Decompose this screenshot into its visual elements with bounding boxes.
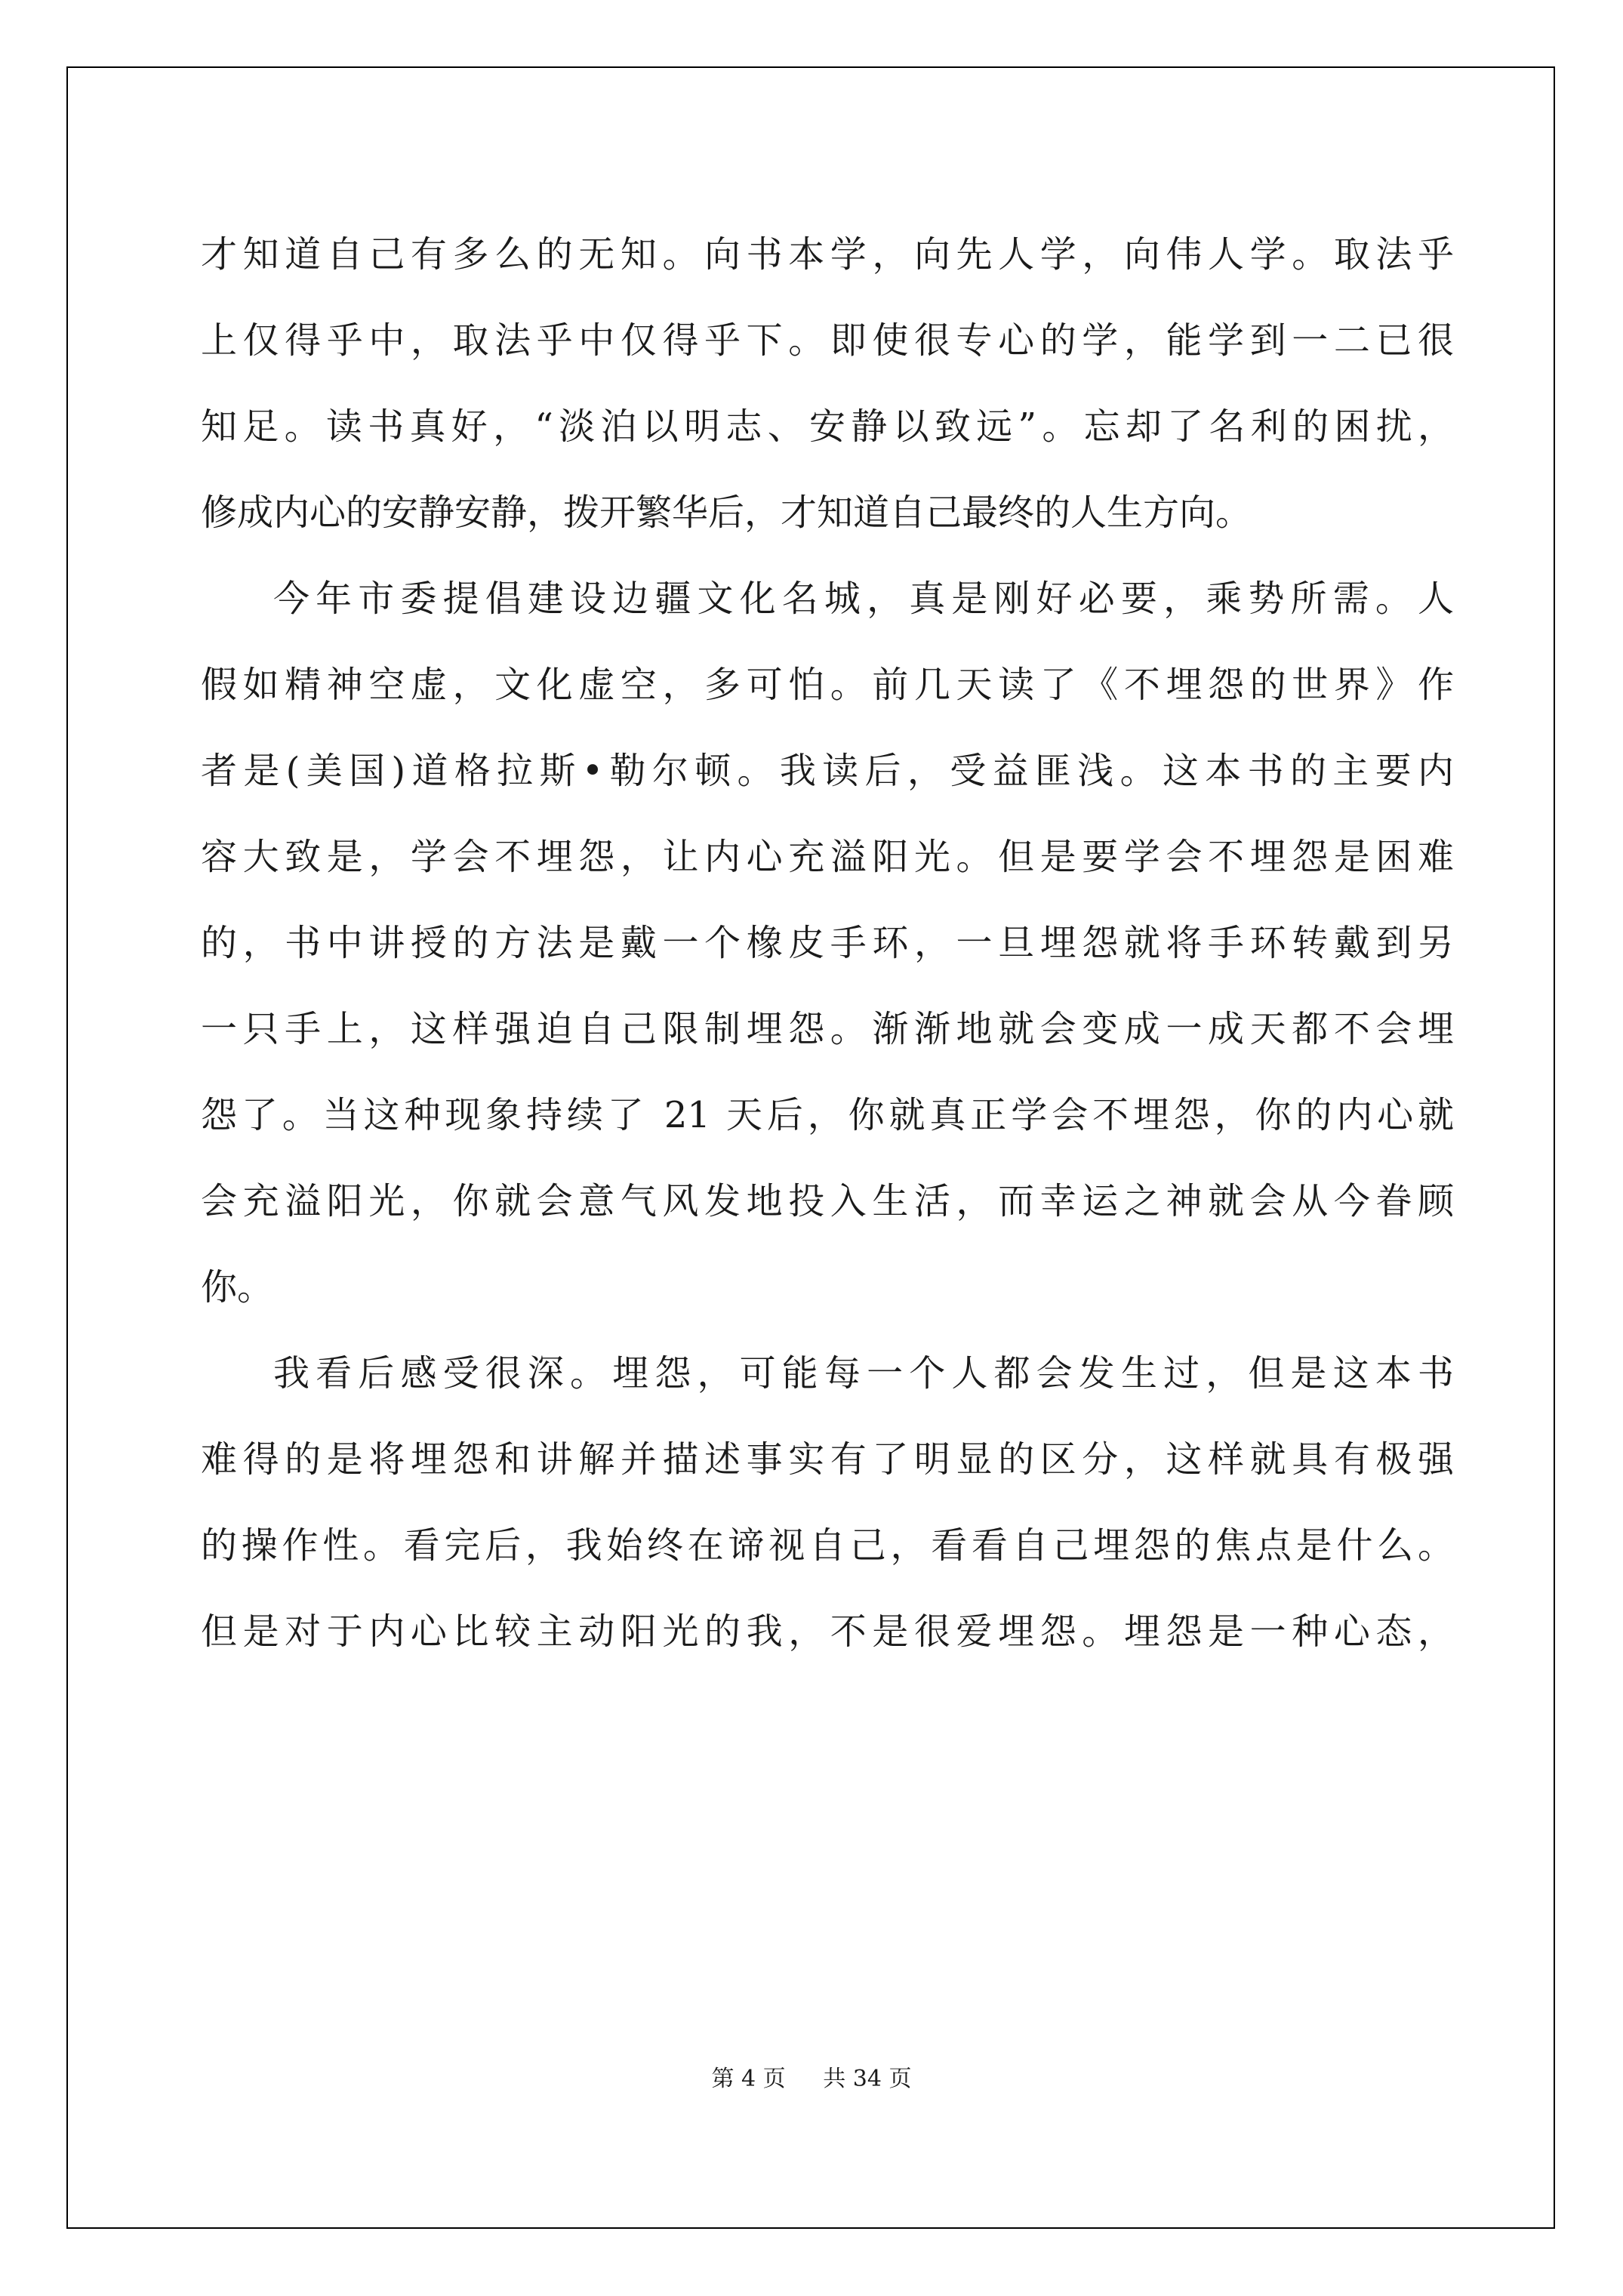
text-line: 会充溢阳光，你就会意气风发地投入生活，而幸运之神就会从今眷顾: [201, 1180, 1454, 1222]
text-line: 我看后感受很深。埋怨，可能每一个人都会发生过，但是这本书: [273, 1352, 1454, 1395]
paragraph-2: [201, 556, 1454, 1330]
text-line: 假如精神空虚，文化虚空，多可怕。前几天读了《不埋怨的世界》作: [201, 664, 1454, 706]
text-line: 上仅得乎中，取法乎中仅得乎下。即使很专心的学，能学到一二已很: [201, 319, 1454, 362]
document-body: [201, 211, 1454, 1675]
page-number: 第 4 页: [711, 2066, 786, 2092]
text-line: 难得的是将埋怨和讲解并描述事实有了明显的区分，这样就具有极强: [201, 1438, 1454, 1481]
text-line: 才知道自己有多么的无知。向书本学，向先人学，向伟人学。取法乎: [201, 233, 1454, 276]
text-line: 一只手上，这样强迫自己限制埋怨。渐渐地就会变成一成天都不会埋: [201, 1008, 1454, 1050]
page-footer: [0, 2060, 1623, 2093]
paragraph-3: [201, 1330, 1454, 1675]
text-line: 的，书中讲授的方法是戴一个橡皮手环，一旦埋怨就将手环转戴到另: [201, 922, 1454, 964]
page-total: 共 34 页: [823, 2066, 912, 2092]
text-line: 但是对于内心比较主动阳光的我，不是很爱埋怨。埋怨是一种心态，: [201, 1610, 1454, 1653]
text-line: 的操作性。看完后，我始终在谛视自己，看看自己埋怨的焦点是什么。: [201, 1524, 1454, 1567]
text-line: 你。: [201, 1266, 274, 1308]
paragraph-1: [201, 211, 1454, 556]
text-line: 者是(美国)道格拉斯•勒尔顿。我读后，受益匪浅。这本书的主要内: [201, 750, 1454, 792]
text-line: 怨了。当这种现象持续了 21 天后，你就真正学会不埋怨，你的内心就: [201, 1094, 1454, 1136]
text-line: 今年市委提倡建设边疆文化名城，真是刚好必要，乘势所需。人: [273, 578, 1454, 620]
text-line: 修成内心的安静安静，拨开繁华后，才知道自己最终的人生方向。: [201, 492, 1252, 534]
text-line: 容大致是，学会不埋怨，让内心充溢阳光。但是要学会不埋怨是困难: [201, 836, 1454, 878]
text-line: 知足。读书真好，“淡泊以明志、安静以致远”。忘却了名利的困扰，: [201, 405, 1454, 448]
